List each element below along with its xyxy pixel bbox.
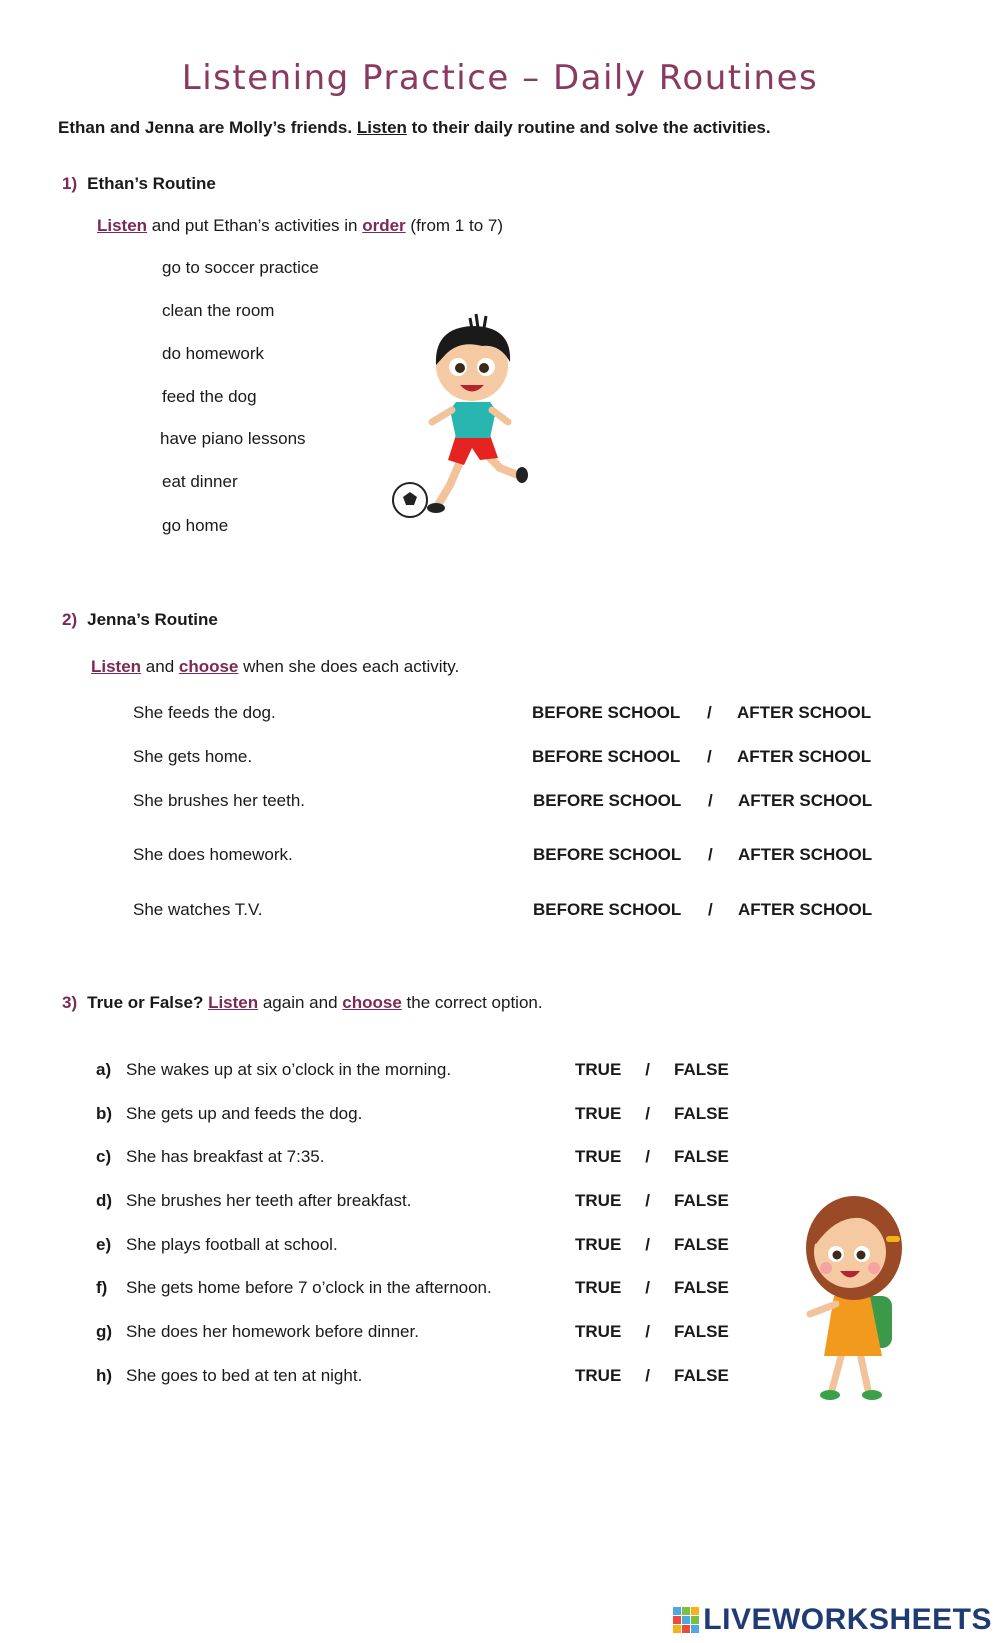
section2-heading <box>62 610 218 630</box>
tf-separator: / <box>645 1235 651 1254</box>
activity-item[interactable]: go home <box>162 516 229 535</box>
item-letter: c) <box>96 1147 112 1166</box>
tf-options <box>575 1147 729 1167</box>
jenna-statement: She feeds the dog. <box>133 703 276 722</box>
item-statement: She wakes up at six o’clock in the morning. <box>126 1060 452 1079</box>
activity-item[interactable]: do homework <box>162 344 265 363</box>
choice-separator: / <box>708 900 713 919</box>
tf-options <box>575 1235 729 1255</box>
liveworksheets-logo <box>673 1603 992 1637</box>
item-statement: She goes to bed at ten at night. <box>126 1366 363 1385</box>
item-letter: e) <box>96 1235 112 1254</box>
false-option[interactable]: FALSE <box>674 1147 729 1166</box>
intro-text <box>58 118 771 138</box>
brand-name: LIVEWORKSHEETS <box>703 1603 992 1636</box>
instr-text: again and <box>258 993 343 1012</box>
item-statement: She has breakfast at 7:35. <box>126 1147 325 1166</box>
instr-keyword-choose: choose <box>178 657 239 676</box>
true-option[interactable]: TRUE <box>575 1060 622 1079</box>
logo-grid-icon <box>673 1607 699 1633</box>
item-letter: d) <box>96 1191 113 1210</box>
instr-keyword-listen: Listen <box>91 657 142 676</box>
instr-keyword-listen: Listen <box>208 993 259 1012</box>
before-school-option[interactable]: BEFORE SCHOOL <box>532 747 681 766</box>
section1-instruction <box>97 216 503 236</box>
false-option[interactable]: FALSE <box>674 1060 729 1079</box>
section2-number: 2) <box>62 610 78 629</box>
before-school-option[interactable]: BEFORE SCHOOL <box>532 703 681 722</box>
instr-text: and put Ethan’s activities in <box>147 216 363 235</box>
section1-number: 1) <box>62 174 78 193</box>
jenna-statement: She gets home. <box>133 747 253 766</box>
section3-heading <box>62 993 543 1013</box>
tf-options <box>575 1366 729 1386</box>
item-letter: a) <box>96 1060 112 1079</box>
after-school-option[interactable]: AFTER SCHOOL <box>738 791 873 810</box>
before-school-option[interactable]: BEFORE SCHOOL <box>533 900 682 919</box>
intro-before: Ethan and Jenna are Molly’s friends. <box>58 118 357 137</box>
section3-title: True or False? <box>87 993 204 1012</box>
activity-item[interactable]: eat dinner <box>162 472 238 491</box>
tf-options <box>575 1060 729 1080</box>
tf-separator: / <box>645 1366 651 1385</box>
page-title: Listening Practice – Daily Routines <box>181 58 819 98</box>
item-letter: f) <box>96 1278 108 1297</box>
section2-title: Jenna’s Routine <box>87 610 218 629</box>
choice-separator: / <box>708 845 713 864</box>
section1-title: Ethan’s Routine <box>87 174 216 193</box>
item-statement: She plays football at school. <box>126 1235 338 1254</box>
false-option[interactable]: FALSE <box>674 1235 729 1254</box>
jenna-statement: She brushes her teeth. <box>133 791 306 810</box>
activity-item[interactable]: feed the dog <box>162 387 257 406</box>
activity-item[interactable]: have piano lessons <box>160 429 306 448</box>
false-option[interactable]: FALSE <box>674 1322 729 1341</box>
true-option[interactable]: TRUE <box>575 1147 622 1166</box>
instr-text: the correct option. <box>401 993 543 1012</box>
before-school-option[interactable]: BEFORE SCHOOL <box>533 791 682 810</box>
intro-after: to their daily routine and solve the activities. <box>406 118 771 137</box>
item-statement: She gets home before 7 o’clock in the afternoon. <box>126 1278 492 1297</box>
false-option[interactable]: FALSE <box>674 1278 729 1297</box>
true-option[interactable]: TRUE <box>575 1235 622 1254</box>
false-option[interactable]: FALSE <box>674 1191 729 1210</box>
tf-options <box>575 1322 729 1342</box>
after-school-option[interactable]: AFTER SCHOOL <box>737 747 872 766</box>
tf-options <box>575 1104 729 1124</box>
instr-keyword-choose: choose <box>342 993 402 1012</box>
true-option[interactable]: TRUE <box>575 1278 622 1297</box>
item-letter: g) <box>96 1322 113 1341</box>
intro-keyword: Listen <box>356 118 407 137</box>
after-school-option[interactable]: AFTER SCHOOL <box>738 900 873 919</box>
tf-options <box>575 1278 729 1298</box>
after-school-option[interactable]: AFTER SCHOOL <box>738 845 873 864</box>
true-option[interactable]: TRUE <box>575 1322 622 1341</box>
tf-separator: / <box>645 1191 651 1210</box>
instr-text: (from 1 to 7) <box>405 216 503 235</box>
choice-separator: / <box>707 703 712 722</box>
item-letter: h) <box>96 1366 113 1385</box>
jenna-statement: She watches T.V. <box>133 900 263 919</box>
item-statement: She does her homework before dinner. <box>126 1322 419 1341</box>
after-school-option[interactable]: AFTER SCHOOL <box>737 703 872 722</box>
boy-soccer-illustration <box>390 310 550 525</box>
choice-separator: / <box>707 747 712 766</box>
activity-item[interactable]: go to soccer practice <box>162 258 319 277</box>
instr-text: when she does each activity. <box>238 657 460 676</box>
choice-separator: / <box>708 791 713 810</box>
activity-item[interactable]: clean the room <box>162 301 275 320</box>
section2-instruction <box>91 657 459 677</box>
jenna-statement: She does homework. <box>133 845 293 864</box>
section3-number: 3) <box>62 993 78 1012</box>
item-letter: b) <box>96 1104 113 1123</box>
instr-keyword-listen: Listen <box>97 216 148 235</box>
tf-separator: / <box>645 1147 651 1166</box>
false-option[interactable]: FALSE <box>674 1366 729 1385</box>
tf-separator: / <box>645 1278 651 1297</box>
instr-keyword-order: order <box>362 216 406 235</box>
before-school-option[interactable]: BEFORE SCHOOL <box>533 845 682 864</box>
tf-separator: / <box>645 1104 651 1123</box>
tf-separator: / <box>645 1322 651 1341</box>
girl-backpack-illustration <box>790 1178 930 1410</box>
true-option[interactable]: TRUE <box>575 1191 622 1210</box>
item-statement: She brushes her teeth after breakfast. <box>126 1191 412 1210</box>
true-option[interactable]: TRUE <box>575 1104 622 1123</box>
section1-heading <box>62 174 216 194</box>
tf-options <box>575 1191 729 1211</box>
true-option[interactable]: TRUE <box>575 1366 622 1385</box>
tf-separator: / <box>645 1060 651 1079</box>
instr-text: and <box>141 657 179 676</box>
false-option[interactable]: FALSE <box>674 1104 729 1123</box>
item-statement: She gets up and feeds the dog. <box>126 1104 363 1123</box>
